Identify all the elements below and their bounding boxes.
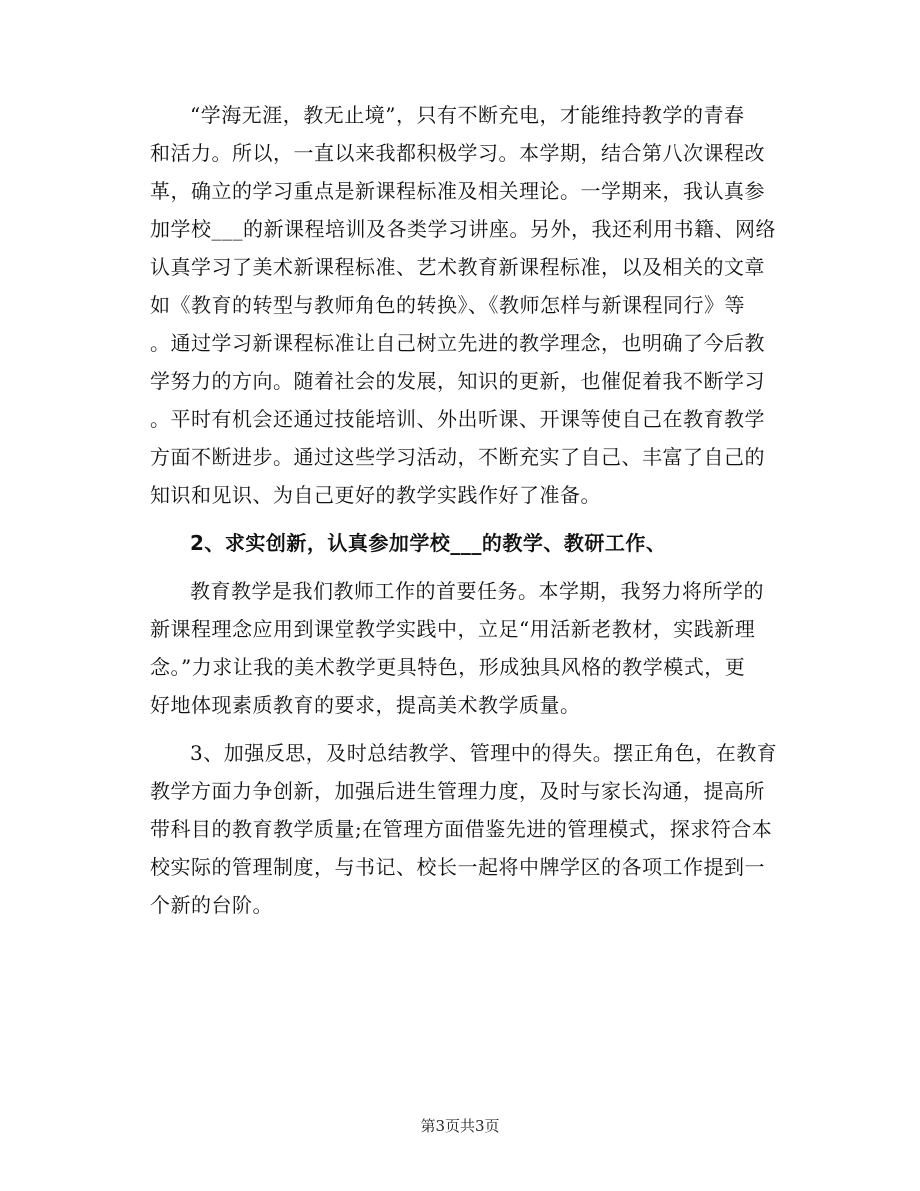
paragraph-line: 个新的台阶。 <box>150 893 273 917</box>
paragraph-line: 和活力。所以，一直以来我都积极学习。本学期，结合第八次课程改 <box>150 141 765 165</box>
paragraph-learning <box>150 96 774 514</box>
paragraph-line: 。平时有机会还通过技能培训、外出听课、开课等使自己在教育教学 <box>150 407 765 431</box>
page-number: 第3页共3页 <box>420 1117 500 1135</box>
paragraph-line: 带科目的教育教学质量;在管理方面借鉴先进的管理模式，探求符合本 <box>150 817 773 841</box>
paragraph-line: “学海无涯，教无止境”，只有不断充电，才能维持教学的青春 <box>190 103 745 127</box>
paragraph-teaching <box>150 572 774 724</box>
section-heading-text: 2、求实创新，认真参加学校___的教学、教研工作、 <box>190 531 667 555</box>
paragraph-line: 3、加强反思，及时总结教学、管理中的得失。摆正角色，在教育 <box>190 741 778 765</box>
paragraph-line: 学努力的方向。随着社会的发展，知识的更新，也催促着我不断学习 <box>150 369 765 393</box>
paragraph-line: 方面不断进步。通过这些学习活动，不断充实了自己、丰富了自己的 <box>150 445 765 469</box>
paragraph-line: 革，确立的学习重点是新课程标准及相关理论。一学期来，我认真参 <box>150 179 765 203</box>
paragraph-line: 如《教育的转型与教师角色的转换》、《教师怎样与新课程同行》等 <box>150 293 745 317</box>
paragraph-line: 。通过学习新课程标准让自己树立先进的教学理念，也明确了今后教 <box>150 331 765 355</box>
paragraph-line: 加学校___的新课程培训及各类学习讲座。另外，我还利用书籍、网络 <box>150 217 776 241</box>
paragraph-line: 教学方面力争创新，加强后进生管理力度，及时与家长沟通，提高所 <box>150 779 765 803</box>
paragraph-line: 认真学习了美术新课程标准、艺术教育新课程标准，以及相关的文章 <box>150 255 765 279</box>
paragraph-line: 念。”力求让我的美术教学更具特色，形成独具风格的教学模式，更 <box>150 655 746 679</box>
paragraph-line: 教育教学是我们教师工作的首要任务。本学期，我努力将所学的 <box>190 579 764 603</box>
section-heading <box>150 524 774 562</box>
paragraph-line: 知识和见识、为自己更好的教学实践作好了准备。 <box>150 483 601 507</box>
document-body <box>150 96 778 924</box>
paragraph-reflection <box>150 734 778 924</box>
paragraph-line: 好地体现素质教育的要求，提高美术教学质量。 <box>150 693 581 717</box>
paragraph-line: 新课程理念应用到课堂教学实践中，立足“用活新老教材，实践新理 <box>150 617 756 641</box>
paragraph-line: 校实际的管理制度，与书记、校长一起将中牌学区的各项工作提到一 <box>150 855 765 879</box>
